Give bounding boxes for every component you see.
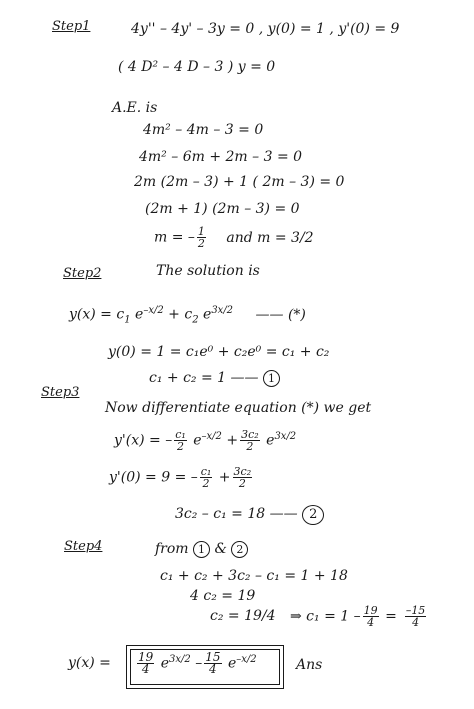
eq2-line: 3c₂ – c₁ = 18 —— 2 bbox=[175, 505, 324, 525]
eq2-circle: 2 bbox=[302, 505, 324, 525]
roots-line bbox=[154, 226, 314, 249]
initial-condition-2: y'(0) = 9 = – $\frac{\text{c₁}}{2}$ + $\frac{\text{3c₂}}{2}$ bbox=[109, 465, 252, 490]
solution-heading: The solution is bbox=[156, 263, 260, 279]
ode-equation: 4y'' – 4y' – 3y = 0 , y(0) = 1 , y'(0) = 9 bbox=[131, 21, 400, 37]
step1-label: Step1 bbox=[52, 19, 91, 34]
final-answer-box bbox=[126, 645, 284, 689]
combine-line: c₁ + c₂ + 3c₂ – c₁ = 1 + 18 bbox=[160, 568, 348, 584]
c2-value: c₂ = 19/4 bbox=[210, 608, 276, 624]
operator-form: ( 4 D² – 4 D – 3 ) y = 0 bbox=[118, 59, 276, 75]
ae-line-3: 2m (2m – 3) + 1 ( 2m – 3) = 0 bbox=[134, 174, 345, 190]
differentiate-text: Now differentiate equation (*) we get bbox=[105, 400, 372, 416]
ans-label: Ans bbox=[296, 657, 323, 673]
step3-label: Step3 bbox=[41, 385, 80, 400]
derivative-line: y'(x) = – $\frac{\text{c₁}}{2}$ $e^{-x/2}$ + $\frac{\text{3c₂}}{2}$ $e^{3x/2}$ bbox=[114, 428, 297, 454]
general-solution: $y(x) = c_1$ $e^{-x/2} + c_2$ $e^{3x/2}$ —— (*) bbox=[69, 305, 306, 326]
ae-heading: A.E. is bbox=[112, 100, 158, 116]
ae-line-4: (2m + 1) (2m – 3) = 0 bbox=[145, 201, 300, 217]
eq1-line: c₁ + c₂ = 1 —— 1 bbox=[149, 369, 280, 387]
eq1-circle: 1 bbox=[263, 370, 280, 387]
from-line: from 1 & 2 bbox=[155, 540, 248, 558]
root-fraction: $\frac{1}{2}$ bbox=[197, 225, 205, 250]
c1-value: ⇒ c₁ = 1 – $\frac{19}{4}$ = $\frac{-15}{4}$ bbox=[290, 604, 426, 629]
ae-line-2: 4m² – 6m + 2m – 3 = 0 bbox=[139, 149, 303, 165]
final-answer: $\frac{19}{4}$ $e^{3x/2}$ – $\frac{15}{4}$ $e^{-x/2}$ bbox=[138, 650, 257, 676]
roots-second: and m = 3/2 bbox=[226, 229, 314, 246]
ae-line-1: 4m² – 4m – 3 = 0 bbox=[143, 122, 264, 138]
step2-label: Step2 bbox=[63, 266, 102, 281]
step4-label: Step4 bbox=[64, 539, 103, 554]
c2-times-4: 4 c₂ = 19 bbox=[190, 588, 256, 604]
final-lhs: y(x) = bbox=[68, 655, 111, 671]
initial-condition-1: y(0) = 1 = c₁e⁰ + c₂e⁰ = c₁ + c₂ bbox=[108, 344, 330, 360]
roots-prefix: m = – bbox=[154, 229, 195, 246]
